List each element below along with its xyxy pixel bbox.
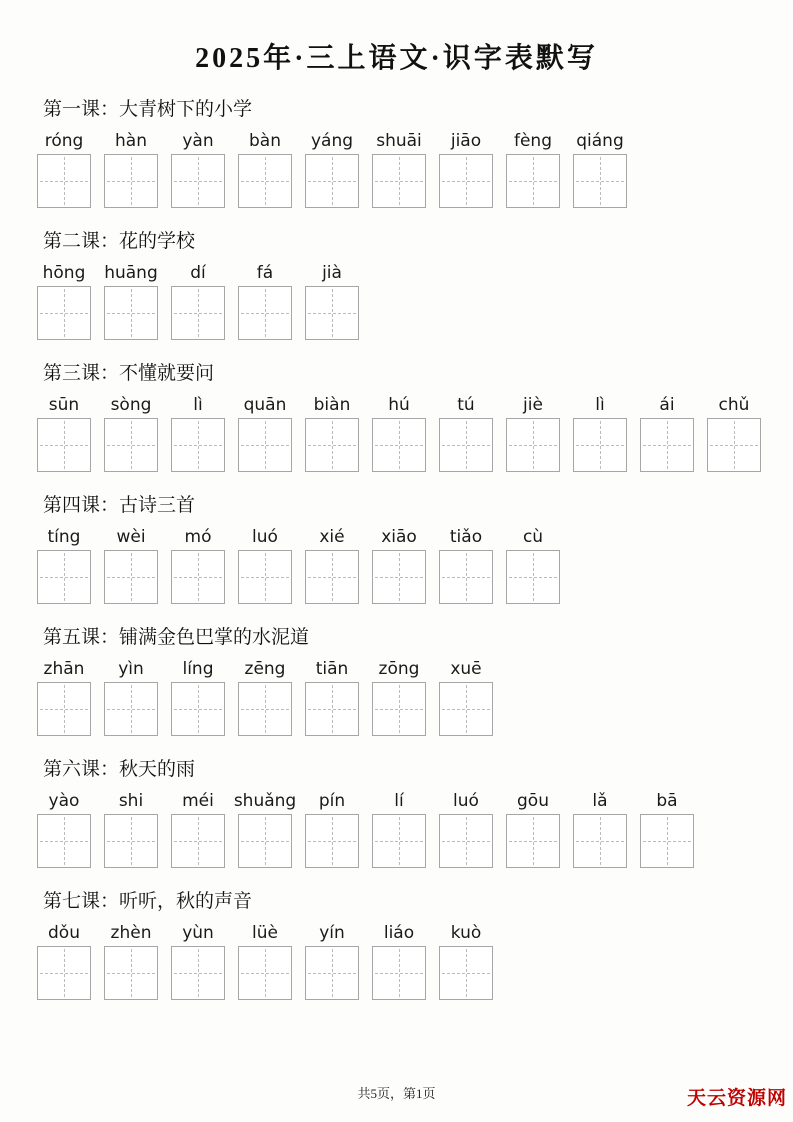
pinyin-label: xuē xyxy=(450,659,482,679)
character-item xyxy=(506,526,560,604)
character-item xyxy=(104,130,158,208)
tianzige-horizontal-guide xyxy=(308,313,356,314)
tianzige-horizontal-guide xyxy=(241,445,289,446)
tianzige-box xyxy=(171,682,225,736)
character-item xyxy=(372,658,426,736)
lesson-items xyxy=(37,130,783,208)
tianzige-horizontal-guide xyxy=(710,445,758,446)
pinyin-label: yín xyxy=(319,923,345,943)
pinyin-label: yìn xyxy=(118,659,144,679)
tianzige-horizontal-guide xyxy=(442,577,490,578)
character-item xyxy=(171,526,225,604)
character-item xyxy=(104,526,158,604)
pinyin-label: fá xyxy=(256,263,274,283)
tianzige-box xyxy=(506,550,560,604)
pinyin-label: dǒu xyxy=(48,923,80,943)
character-item xyxy=(506,790,560,868)
tianzige-horizontal-guide xyxy=(375,973,423,974)
tianzige-box xyxy=(104,286,158,340)
tianzige-box xyxy=(640,814,694,868)
lesson-heading: 第五课：铺满金色巴掌的水泥道 xyxy=(43,627,310,648)
pinyin-label: chǔ xyxy=(718,395,750,415)
tianzige-box xyxy=(238,286,292,340)
page-footer xyxy=(0,1083,793,1102)
character-item xyxy=(238,526,292,604)
tianzige-horizontal-guide xyxy=(643,841,691,842)
character-item xyxy=(372,790,426,868)
pinyin-label: gōu xyxy=(517,791,549,811)
pinyin-label: lǎ xyxy=(592,791,608,811)
pinyin-label: shi xyxy=(118,791,144,811)
tianzige-horizontal-guide xyxy=(107,313,155,314)
watermark: 天云资源网 xyxy=(686,1087,787,1109)
pinyin-label: lüè xyxy=(252,923,278,943)
tianzige-box xyxy=(305,550,359,604)
tianzige-horizontal-guide xyxy=(107,181,155,182)
tianzige-horizontal-guide xyxy=(174,181,222,182)
pinyin-label: jià xyxy=(322,263,342,283)
character-item xyxy=(37,394,91,472)
tianzige-box xyxy=(238,682,292,736)
lessons-container xyxy=(37,88,783,1012)
tianzige-box xyxy=(439,550,493,604)
tianzige-box xyxy=(37,682,91,736)
tianzige-horizontal-guide xyxy=(442,445,490,446)
character-item xyxy=(506,130,560,208)
lesson-heading: 第二课：花的学校 xyxy=(43,231,196,252)
lesson-heading: 第七课：听听，秋的声音 xyxy=(43,891,253,912)
lesson-items xyxy=(37,658,783,736)
tianzige-box xyxy=(305,814,359,868)
pinyin-label: méi xyxy=(182,791,214,811)
lesson-heading: 第四课：古诗三首 xyxy=(43,495,196,516)
lesson-section xyxy=(37,748,783,880)
tianzige-horizontal-guide xyxy=(241,313,289,314)
pinyin-label: lì xyxy=(595,395,605,415)
tianzige-horizontal-guide xyxy=(174,445,222,446)
tianzige-box xyxy=(37,154,91,208)
pinyin-label: huāng xyxy=(104,263,158,283)
tianzige-horizontal-guide xyxy=(40,577,88,578)
tianzige-box xyxy=(305,154,359,208)
tianzige-horizontal-guide xyxy=(375,181,423,182)
tianzige-box xyxy=(372,418,426,472)
pinyin-label: tiān xyxy=(315,659,349,679)
character-item xyxy=(104,790,158,868)
pinyin-label: shuāi xyxy=(376,131,422,151)
lesson-section xyxy=(37,88,783,220)
pinyin-label: quān xyxy=(243,395,287,415)
tianzige-box xyxy=(305,286,359,340)
tianzige-horizontal-guide xyxy=(308,577,356,578)
character-item xyxy=(171,922,225,1000)
tianzige-horizontal-guide xyxy=(375,709,423,710)
tianzige-horizontal-guide xyxy=(576,841,624,842)
character-item xyxy=(238,262,292,340)
tianzige-horizontal-guide xyxy=(308,709,356,710)
tianzige-horizontal-guide xyxy=(375,841,423,842)
character-item xyxy=(439,790,493,868)
lesson-heading: 第三课：不懂就要问 xyxy=(43,363,215,384)
tianzige-horizontal-guide xyxy=(40,445,88,446)
tianzige-horizontal-guide xyxy=(375,445,423,446)
pinyin-label: fèng xyxy=(513,131,552,151)
character-item xyxy=(573,790,627,868)
character-item xyxy=(439,922,493,1000)
tianzige-horizontal-guide xyxy=(509,445,557,446)
pinyin-label: tíng xyxy=(47,527,81,547)
tianzige-box xyxy=(171,286,225,340)
pinyin-label: lì xyxy=(193,395,203,415)
character-item xyxy=(171,262,225,340)
pinyin-label: mó xyxy=(184,527,212,547)
character-item xyxy=(305,658,359,736)
character-item xyxy=(37,790,91,868)
tianzige-box xyxy=(37,946,91,1000)
tianzige-horizontal-guide xyxy=(509,841,557,842)
page-title: 2025年·三上语文·识字表默写 xyxy=(195,43,598,74)
pinyin-label: yàn xyxy=(182,131,214,151)
character-item xyxy=(305,790,359,868)
pinyin-label: jiè xyxy=(523,395,543,415)
lesson-items xyxy=(37,922,783,1000)
pinyin-label: pín xyxy=(318,791,346,811)
tianzige-horizontal-guide xyxy=(40,181,88,182)
character-item xyxy=(238,658,292,736)
tianzige-box xyxy=(372,154,426,208)
tianzige-box xyxy=(372,550,426,604)
pinyin-label: hàn xyxy=(115,131,147,151)
pinyin-label: yùn xyxy=(182,923,214,943)
tianzige-box xyxy=(37,418,91,472)
tianzige-box xyxy=(104,946,158,1000)
tianzige-box xyxy=(104,682,158,736)
lesson-section xyxy=(37,352,783,484)
tianzige-box xyxy=(506,418,560,472)
tianzige-box xyxy=(37,550,91,604)
pinyin-label: dí xyxy=(190,263,206,283)
character-item xyxy=(238,922,292,1000)
pinyin-label: zōng xyxy=(378,659,420,679)
tianzige-box xyxy=(506,154,560,208)
tianzige-box xyxy=(238,418,292,472)
character-item xyxy=(233,790,297,868)
tianzige-horizontal-guide xyxy=(40,841,88,842)
character-item xyxy=(171,658,225,736)
character-item xyxy=(573,394,627,472)
tianzige-horizontal-guide xyxy=(308,973,356,974)
tianzige-horizontal-guide xyxy=(107,841,155,842)
tianzige-box xyxy=(238,814,292,868)
pinyin-label: hōng xyxy=(42,263,86,283)
tianzige-box xyxy=(305,418,359,472)
tianzige-box xyxy=(171,418,225,472)
character-item xyxy=(372,130,426,208)
tianzige-horizontal-guide xyxy=(241,709,289,710)
tianzige-box xyxy=(506,814,560,868)
tianzige-box xyxy=(439,682,493,736)
character-item xyxy=(37,262,91,340)
tianzige-box xyxy=(439,154,493,208)
character-item xyxy=(372,526,426,604)
character-item xyxy=(640,394,694,472)
pinyin-label: bàn xyxy=(249,131,281,151)
tianzige-box xyxy=(104,154,158,208)
character-item xyxy=(104,658,158,736)
pinyin-label: zhān xyxy=(43,659,85,679)
tianzige-horizontal-guide xyxy=(442,181,490,182)
tianzige-box xyxy=(238,154,292,208)
tianzige-box xyxy=(372,682,426,736)
pinyin-label: yào xyxy=(48,791,80,811)
tianzige-horizontal-guide xyxy=(576,181,624,182)
character-item xyxy=(707,394,761,472)
tianzige-horizontal-guide xyxy=(509,577,557,578)
tianzige-horizontal-guide xyxy=(174,577,222,578)
tianzige-horizontal-guide xyxy=(442,709,490,710)
character-item xyxy=(439,526,493,604)
tianzige-box xyxy=(640,418,694,472)
character-item xyxy=(104,394,158,472)
pinyin-label: kuò xyxy=(450,923,482,943)
tianzige-horizontal-guide xyxy=(241,841,289,842)
tianzige-horizontal-guide xyxy=(107,445,155,446)
character-item xyxy=(104,262,158,340)
tianzige-box xyxy=(171,946,225,1000)
pinyin-label: biàn xyxy=(313,395,351,415)
tianzige-horizontal-guide xyxy=(174,973,222,974)
tianzige-horizontal-guide xyxy=(308,841,356,842)
tianzige-box xyxy=(372,946,426,1000)
tianzige-horizontal-guide xyxy=(174,709,222,710)
character-item xyxy=(37,658,91,736)
lesson-items xyxy=(37,526,783,604)
tianzige-box xyxy=(439,814,493,868)
pinyin-label: sòng xyxy=(110,395,152,415)
character-item xyxy=(573,130,627,208)
tianzige-horizontal-guide xyxy=(174,841,222,842)
tianzige-box xyxy=(171,550,225,604)
lesson-section xyxy=(37,616,783,748)
pinyin-label: luó xyxy=(453,791,479,811)
character-item xyxy=(37,526,91,604)
tianzige-horizontal-guide xyxy=(40,709,88,710)
pinyin-label: cù xyxy=(522,527,544,547)
character-item xyxy=(305,262,359,340)
tianzige-horizontal-guide xyxy=(241,577,289,578)
character-item xyxy=(171,394,225,472)
page-indicator: 共5页，第1页 xyxy=(357,1086,436,1101)
tianzige-box xyxy=(573,154,627,208)
pinyin-label: tiǎo xyxy=(449,527,483,547)
lesson-section xyxy=(37,220,783,352)
tianzige-box xyxy=(37,814,91,868)
character-item xyxy=(439,658,493,736)
tianzige-box xyxy=(305,946,359,1000)
character-item xyxy=(439,130,493,208)
character-item xyxy=(238,394,292,472)
pinyin-label: xiāo xyxy=(381,527,417,547)
pinyin-label: wèi xyxy=(116,527,146,547)
pinyin-label: zhèn xyxy=(110,923,152,943)
tianzige-box xyxy=(104,418,158,472)
pinyin-label: ái xyxy=(659,395,675,415)
pinyin-label: xié xyxy=(319,527,345,547)
lesson-section xyxy=(37,484,783,616)
tianzige-box xyxy=(573,814,627,868)
tianzige-horizontal-guide xyxy=(241,181,289,182)
tianzige-horizontal-guide xyxy=(40,313,88,314)
lesson-items xyxy=(37,394,783,472)
tianzige-box xyxy=(439,418,493,472)
pinyin-label: lí xyxy=(394,791,404,811)
tianzige-horizontal-guide xyxy=(40,973,88,974)
tianzige-horizontal-guide xyxy=(442,973,490,974)
tianzige-horizontal-guide xyxy=(107,973,155,974)
character-item xyxy=(171,130,225,208)
tianzige-horizontal-guide xyxy=(643,445,691,446)
tianzige-box xyxy=(372,814,426,868)
tianzige-box xyxy=(707,418,761,472)
pinyin-label: jiāo xyxy=(450,131,482,151)
character-item xyxy=(506,394,560,472)
character-item xyxy=(171,790,225,868)
character-item xyxy=(640,790,694,868)
tianzige-horizontal-guide xyxy=(241,973,289,974)
tianzige-box xyxy=(171,154,225,208)
character-item xyxy=(37,922,91,1000)
character-item xyxy=(305,922,359,1000)
character-item xyxy=(305,526,359,604)
pinyin-label: luó xyxy=(252,527,278,547)
lesson-heading: 第六课：秋天的雨 xyxy=(43,759,196,780)
tianzige-box xyxy=(37,286,91,340)
lesson-items xyxy=(37,790,783,868)
pinyin-label: róng xyxy=(44,131,84,151)
tianzige-horizontal-guide xyxy=(174,313,222,314)
pinyin-label: tú xyxy=(457,395,475,415)
character-item xyxy=(305,130,359,208)
character-item xyxy=(305,394,359,472)
lesson-section xyxy=(37,880,783,1012)
tianzige-box xyxy=(238,550,292,604)
tianzige-box xyxy=(104,814,158,868)
character-item xyxy=(104,922,158,1000)
tianzige-horizontal-guide xyxy=(576,445,624,446)
tianzige-horizontal-guide xyxy=(308,445,356,446)
tianzige-horizontal-guide xyxy=(509,181,557,182)
character-item xyxy=(372,394,426,472)
tianzige-horizontal-guide xyxy=(375,577,423,578)
tianzige-box xyxy=(573,418,627,472)
tianzige-horizontal-guide xyxy=(442,841,490,842)
lesson-heading: 第一课：大青树下的小学 xyxy=(43,99,253,120)
tianzige-horizontal-guide xyxy=(107,577,155,578)
pinyin-label: líng xyxy=(182,659,214,679)
pinyin-label: yáng xyxy=(310,131,354,151)
lesson-items xyxy=(37,262,783,340)
tianzige-box xyxy=(439,946,493,1000)
tianzige-horizontal-guide xyxy=(308,181,356,182)
pinyin-label: shuǎng xyxy=(233,791,297,811)
tianzige-box xyxy=(238,946,292,1000)
pinyin-label: hú xyxy=(388,395,410,415)
tianzige-box xyxy=(305,682,359,736)
character-item xyxy=(439,394,493,472)
tianzige-box xyxy=(171,814,225,868)
tianzige-box xyxy=(104,550,158,604)
tianzige-horizontal-guide xyxy=(107,709,155,710)
character-item xyxy=(238,130,292,208)
pinyin-label: zēng xyxy=(244,659,286,679)
pinyin-label: bā xyxy=(656,791,678,811)
character-item xyxy=(372,922,426,1000)
pinyin-label: liáo xyxy=(383,923,415,943)
pinyin-label: sūn xyxy=(48,395,80,415)
pinyin-label: qiáng xyxy=(576,131,624,151)
character-item xyxy=(37,130,91,208)
